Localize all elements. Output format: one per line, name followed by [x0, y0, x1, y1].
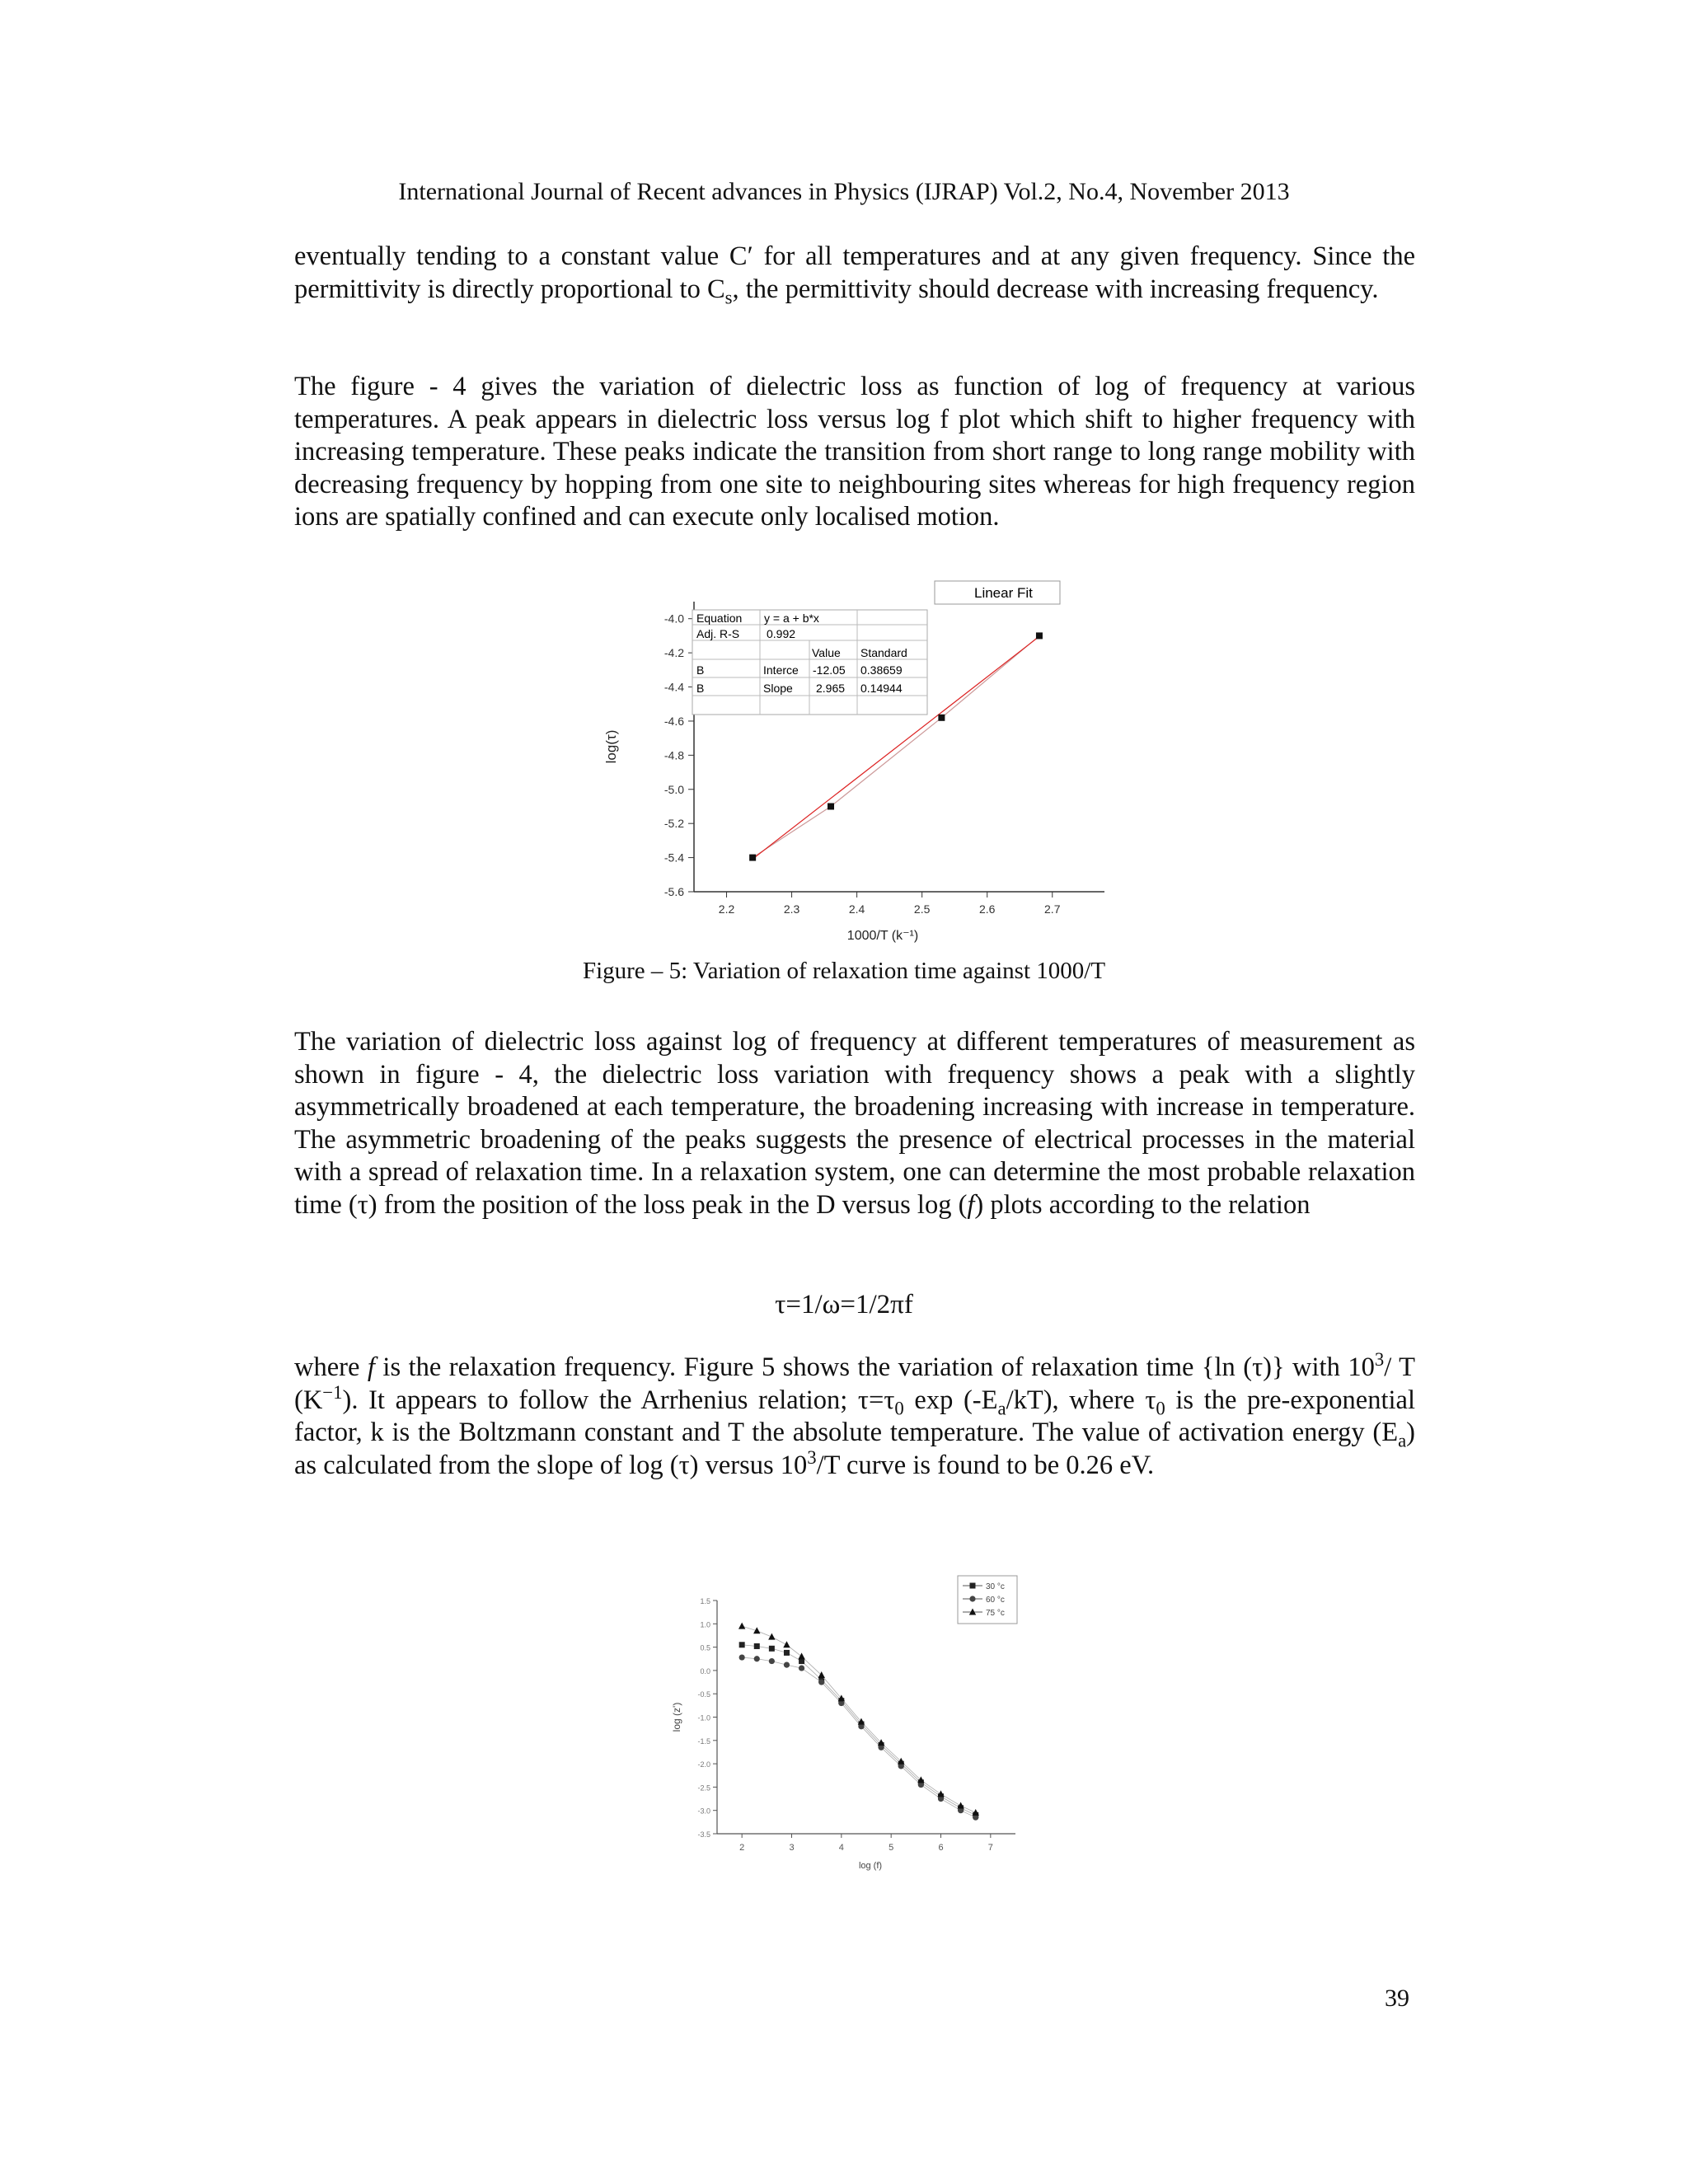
paragraph-permittivity: eventually tending to a constant value C′ for all temperatures and at any given frequency. Since the permittivity is directly proportional to $C_s$, the permittivity should decrease with increasing frequency. [294, 241, 1415, 307]
x-tick-label: 2.7 [1044, 902, 1061, 916]
fit-table-cell: B [696, 682, 705, 695]
fit-table-cell: 0.992 [767, 627, 796, 640]
x-tick-label: 7 [987, 1843, 993, 1853]
linear-fit-legend [935, 581, 1060, 604]
fit-table [692, 610, 927, 715]
legend-label: 30 °c [986, 1582, 1005, 1591]
legend-linear-fit: Linear Fit [974, 585, 1033, 601]
data-point [754, 1656, 760, 1661]
data-point [754, 1643, 760, 1649]
y-tick-label: 0.0 [700, 1666, 710, 1675]
y-tick-label: 1.0 [700, 1620, 710, 1629]
fit-table-cell: 0.38659 [860, 663, 903, 677]
x-tick-label: 4 [838, 1843, 844, 1853]
fit-table-cell: Adj. R-S [696, 627, 740, 640]
data-point [749, 855, 756, 861]
data-point [739, 1654, 745, 1660]
y-tick-label: -4.4 [663, 680, 684, 694]
y-tick-label: -4.2 [663, 646, 684, 660]
fit-table-cell: -12.05 [813, 663, 846, 677]
data-point [783, 1641, 790, 1647]
y-tick-label: -0.5 [697, 1690, 710, 1699]
page-number: 39 [1385, 1985, 1409, 2012]
legend-label: 60 °c [986, 1596, 1005, 1605]
data-point [738, 1623, 745, 1629]
x-tick-label: 2 [739, 1843, 745, 1853]
data-point [768, 1633, 775, 1640]
x-tick-label: 2.5 [913, 902, 931, 916]
y-tick-label: -5.2 [663, 817, 684, 831]
y-tick-label: -2.0 [697, 1760, 710, 1769]
x-tick-label: 2.2 [718, 902, 735, 916]
y-tick-label: -3.0 [697, 1807, 710, 1816]
x-tick-label: 3 [789, 1843, 795, 1853]
fit-table-cell: Value [812, 646, 841, 659]
data-point [769, 1646, 775, 1652]
x-tick-label: 2.4 [848, 902, 865, 916]
fit-table-cell: B [696, 663, 705, 677]
x-tick-label: 6 [938, 1843, 944, 1853]
y-axis-label: log (z') [671, 1702, 682, 1732]
data-point [753, 1627, 760, 1633]
data-point [1036, 632, 1043, 639]
x-axis-label: 1000/T (k⁻¹) [846, 929, 919, 943]
data-point [938, 715, 945, 721]
data-point [828, 803, 834, 809]
y-tick-label: -1.0 [697, 1713, 710, 1722]
y-tick-label: -5.0 [663, 782, 684, 796]
figure-6-axes [671, 1597, 1015, 1871]
fit-table-cell: Slope [763, 682, 793, 695]
series-line [742, 1645, 976, 1816]
fit-table-cell: y = a + b*x [764, 612, 819, 625]
x-tick-label: 5 [889, 1843, 894, 1853]
relaxation-formula: τ=1/ω=1/2πf [775, 1290, 913, 1319]
legend-marker [969, 1596, 975, 1601]
data-point [818, 1679, 824, 1685]
fit-table-cell: Equation [696, 612, 743, 625]
figure-6-chart [659, 1566, 1055, 1896]
y-tick-label: -4.8 [663, 748, 684, 762]
figure-6-legend [958, 1576, 1017, 1624]
fit-table-cell: Interce [763, 663, 799, 677]
data-point [799, 1665, 804, 1671]
figure-5-caption: Figure – 5: Variation of relaxation time against 1000/T [582, 958, 1106, 984]
y-axis-label: log(τ) [603, 729, 619, 764]
x-axis-label: log (f) [858, 1861, 883, 1871]
x-tick-label: 2.3 [783, 902, 800, 916]
x-tick-label: 2.6 [978, 902, 996, 916]
paragraph-arrhenius: where f is the relaxation frequency. Figure 5 shows the variation of relaxation time {ln (τ)} with $10^3/$ T $(K^{-1})$. It appears to follow the Arrhenius relation; $\tau=\tau_0$ $\exp (-E_a/kT)$, where $\tau_0$ is the pre-exponential factor, k is the Boltzmann constant and T the absolute temperature. The value of activation energy $(E_a)$ as calculated from the slope of log (τ) versus $10^3/T$ curve is found to be 0.26 eV. [294, 1349, 1416, 1480]
paragraph-dielectric-loss: The figure - 4 gives the variation of dielectric loss as function of log of frequency at various temperatures. A peak appears in dielectric loss versus log f plot which shift to higher frequency with increasing temperature. These peaks indicate the transition from short range to long range mobility with decreasing frequency by hopping from one site to neighbouring sites whereas for high frequency region ions are spatially confined and can execute only localised motion. [294, 372, 1415, 532]
y-tick-label: 1.5 [700, 1597, 710, 1605]
fit-table-cell: 0.14944 [860, 682, 903, 695]
fit-table-cell: 2.965 [816, 682, 846, 695]
y-tick-label: -5.4 [663, 851, 684, 865]
figure-5-chart [577, 569, 1113, 948]
data-point [739, 1642, 745, 1647]
series-line [742, 1626, 976, 1812]
fit-table-cell: Standard [860, 646, 907, 659]
legend-marker [970, 1583, 976, 1589]
y-tick-label: 0.5 [700, 1643, 710, 1652]
y-tick-label: -4.0 [663, 612, 684, 626]
legend-label: 75 °c [986, 1609, 1005, 1618]
y-tick-label: -5.6 [663, 885, 684, 898]
data-point [784, 1662, 790, 1668]
y-tick-label: -1.5 [697, 1736, 710, 1746]
figure-6-marks [738, 1623, 979, 1821]
y-tick-label: -3.5 [697, 1830, 710, 1839]
y-tick-label: -2.5 [697, 1783, 710, 1793]
data-point [784, 1650, 790, 1656]
data-point [798, 1652, 804, 1659]
running-header: International Journal of Recent advances in Physics (IJRAP) Vol.2, No.4, November 2013 [398, 178, 1290, 205]
data-point [769, 1658, 775, 1664]
paragraph-relaxation: The variation of dielectric loss against log of frequency at different temperatures of measurement as shown in figure - 4, the dielectric loss variation with frequency shows a peak with a slightly asymmetrically broadened at each temperature, the broadening increasing with increase in temperature. The asymmetric broadening of the peaks suggests the presence of electrical processes in the material with a spread of relaxation time. In a relaxation system, one can determine the most probable relaxation time (τ) from the position of the loss peak in the D versus log (f) plots according to the relation [294, 1027, 1415, 1220]
y-tick-label: -4.6 [663, 714, 684, 728]
